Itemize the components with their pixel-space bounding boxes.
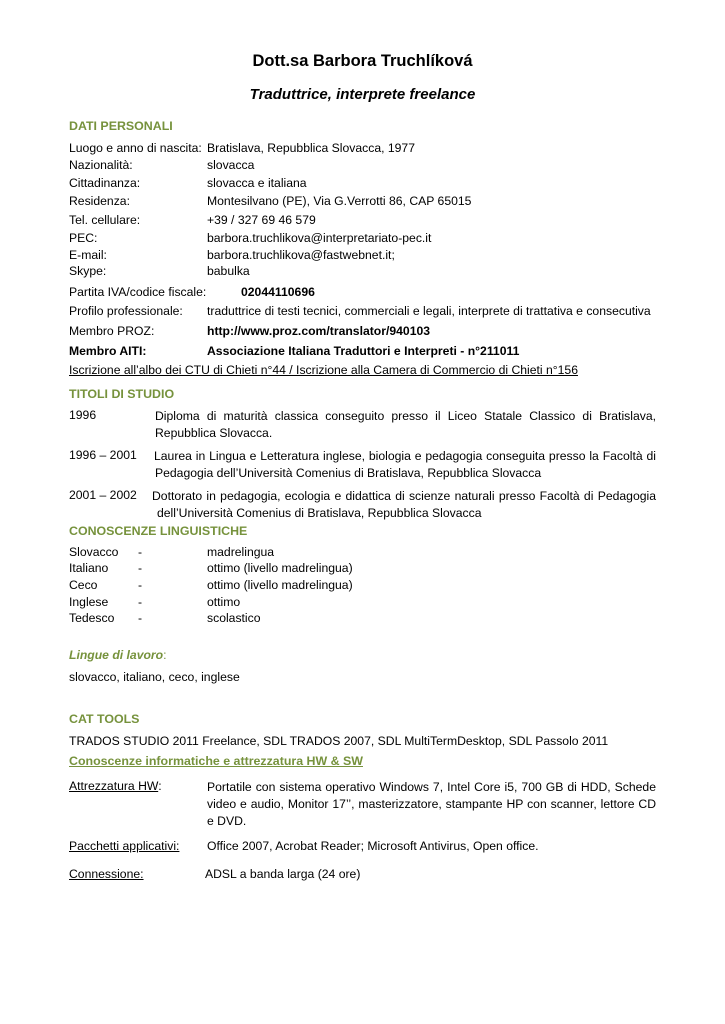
section-heading-informatica: Conoscenze informatiche e attrezzatura HW & SW [69,754,363,768]
language-name: Italiano [69,561,109,575]
edu-line: Pedagogia dell’Università Comenius di Bratislava, Repubblica Slovacca [155,466,542,480]
field-label: Membro PROZ: [69,324,155,338]
lingue-lavoro-label: Lingue di lavoro [69,648,164,662]
field-label: Cittadinanza: [69,176,141,190]
email-link[interactable]: barbora.truchlikova@fastwebnet.it; [207,248,395,262]
section-heading-lingue: CONOSCENZE LINGUISTICHE [69,524,248,538]
lingue-lavoro-value: slovacco, italiano, ceco, inglese [69,670,240,684]
hw-line: e DVD. [207,814,247,828]
field-value: +39 / 327 69 46 579 [207,213,316,227]
language-level: madrelingua [207,545,275,559]
language-dash: - [138,595,143,609]
pec-link[interactable]: barbora.truchlikova@interpretariato-pec.it [207,231,432,245]
hw-line: Portatile con sistema operativo Windows 7, Intel Core i5, 700 GB di HDD, Schede [207,780,656,794]
field-label: Nazionalità: [69,158,133,172]
edu-year: 2001 – 2002 [69,488,137,502]
edu-line: Dottorato in pedagogia, ecologia e didattica di scienze naturali presso Facoltà di Pedagogia [152,489,656,503]
language-level: scolastico [207,611,261,625]
hw-label: Attrezzatura HW [69,779,159,793]
field-value: slovacca [207,158,255,172]
field-value: Montesilvano (PE), Via G.Verrotti 86, CAP 65015 [207,194,472,208]
section-heading-dati-personali: DATI PERSONALI [69,119,173,133]
field-label: PEC: [69,231,98,245]
connessione-label: Connessione: [69,867,144,881]
language-dash: - [138,561,143,575]
pacchetti-value: Office 2007, Acrobat Reader; Microsoft Antivirus, Open office. [207,839,539,853]
language-dash: - [138,611,143,625]
field-label: Skype: [69,264,107,278]
language-dash: - [138,545,143,559]
hw-colon: : [158,779,162,793]
language-level: ottimo (livello madrelingua) [207,578,353,592]
partita-iva-value: 02044110696 [241,285,315,299]
hw-description [207,779,656,830]
section-heading-titoli: TITOLI DI STUDIO [69,387,175,401]
edu-description [154,448,656,482]
field-label: E-mail: [69,248,107,262]
page-title: Dott.sa Barbora Truchlíková [252,52,473,70]
edu-description [155,408,656,442]
field-value: Associazione Italiana Traduttori e Interpreti - n°211011 [207,344,520,358]
edu-line: Diploma di maturità classica conseguito presso il Liceo Statale Classico di Bratislava, [155,409,656,423]
hw-line: video e audio, Monitor 17’’, masterizzatore, stampante HP con scanner, lettore CD [207,797,656,811]
field-value: babulka [207,264,250,278]
language-level: ottimo [207,595,241,609]
proz-link[interactable]: http://www.proz.com/translator/940103 [207,324,431,338]
field-label: Partita IVA/codice fiscale: [69,285,207,299]
language-name: Slovacco [69,545,119,559]
lingue-lavoro-colon: : [163,648,167,662]
edu-description [152,488,656,522]
language-level: ottimo (livello madrelingua) [207,561,353,575]
hw-label-wrap [69,779,162,793]
edu-line: Repubblica Slovacca. [155,426,273,440]
edu-line: dell’Università Comenius di Bratislava, Repubblica Slovacca [157,506,482,520]
section-heading-cat-tools: CAT TOOLS [69,712,140,726]
pacchetti-label: Pacchetti applicativi: [69,839,180,853]
language-name: Ceco [69,578,98,592]
field-label: Profilo professionale: [69,304,183,318]
iscrizione-text: Iscrizione all’albo dei CTU di Chieti n°44 / Iscrizione alla Camera di Commercio di Chieti n°156 [69,363,578,377]
field-value: traduttrice di testi tecnici, commerciali e legali, interprete di trattativa e consecutiva [207,304,651,318]
language-dash: - [138,578,143,592]
language-name: Tedesco [69,611,115,625]
cat-tools-value: TRADOS STUDIO 2011 Freelance, SDL TRADOS 2007, SDL MultiTermDesktop, SDL Passolo 2011 [69,734,609,748]
field-value: Bratislava, Repubblica Slovacca, 1977 [207,141,415,155]
field-label: Luogo e anno di nascita: [69,141,202,155]
field-label: Residenza: [69,194,130,208]
language-name: Inglese [69,595,109,609]
field-value: slovacca e italiana [207,176,307,190]
connessione-value: ADSL a banda larga (24 ore) [205,867,361,881]
edu-year: 1996 – 2001 [69,448,137,462]
edu-year: 1996 [69,408,97,422]
edu-line: Laurea in Lingua e Letteratura inglese, biologia e pedagogia conseguita presso la Facoltà di [154,449,656,463]
field-label: Membro AITI: [69,344,147,358]
lingue-lavoro-heading [69,648,167,662]
field-label: Tel. cellulare: [69,213,141,227]
page-subtitle: Traduttrice, interprete freelance [249,86,476,103]
